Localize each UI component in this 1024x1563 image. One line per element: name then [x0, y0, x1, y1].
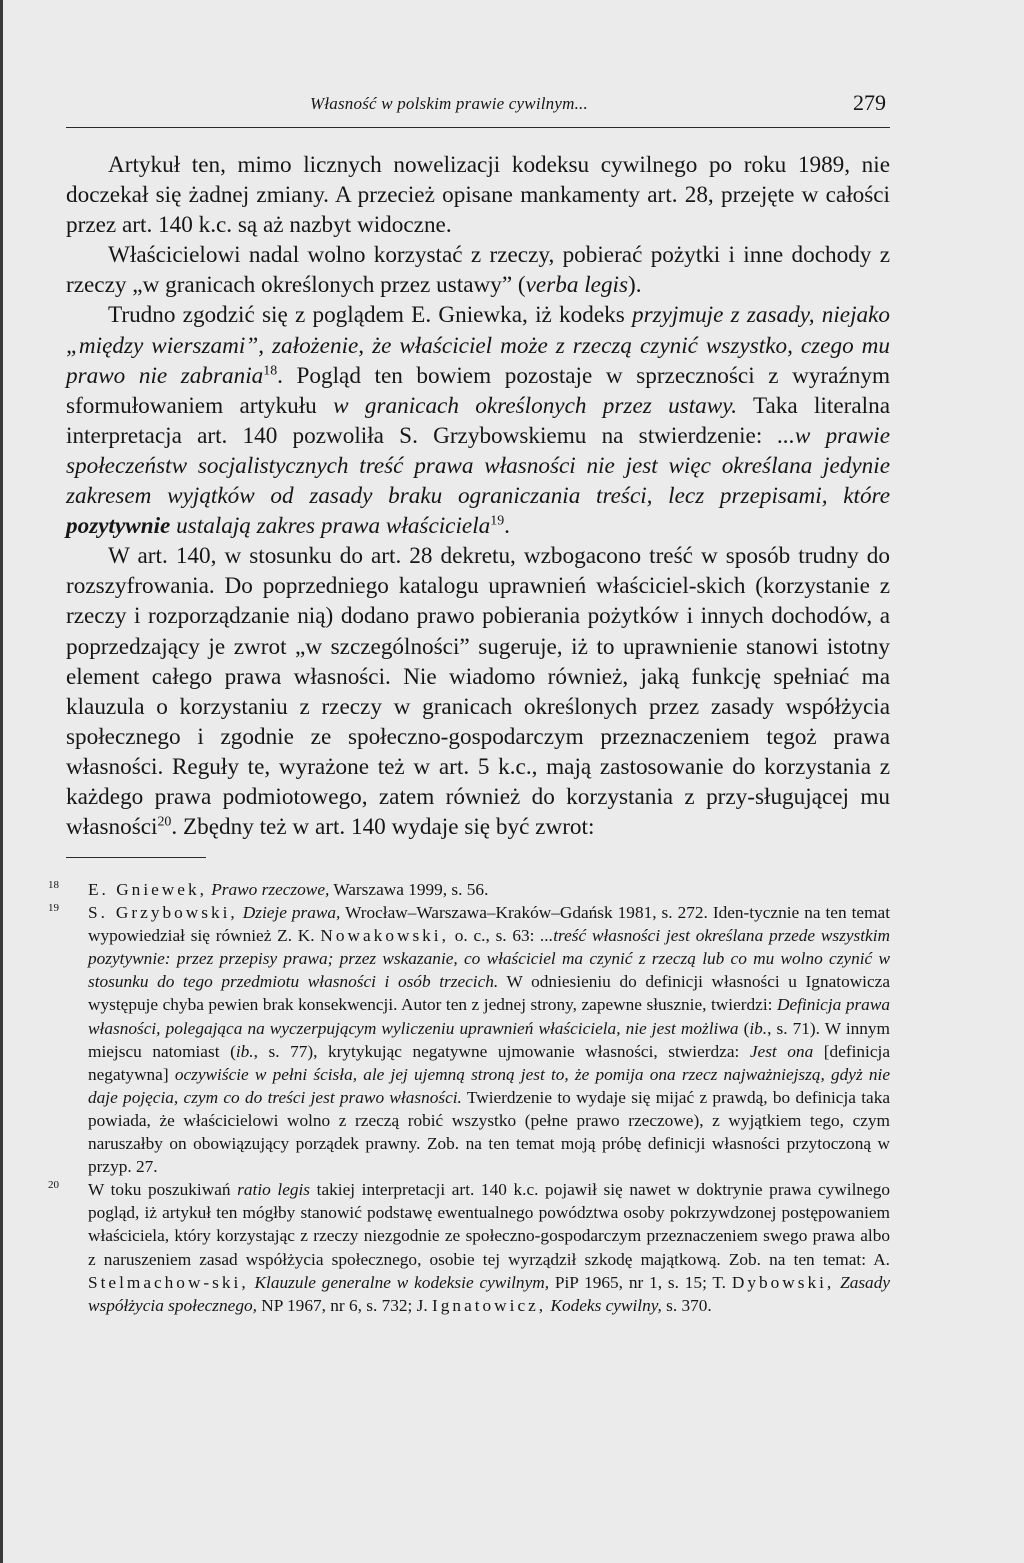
footnote-text: , s. 77), krytykując negatywne ujmowanie własności, stwierdza:	[253, 1041, 750, 1061]
ibidem: ib.	[749, 1018, 768, 1038]
page-number: 279	[853, 90, 886, 115]
paragraph-text: . Pogląd ten bowiem pozostaje w sprzeczności z wyraźnym sformułowaniem artykułu	[66, 362, 890, 419]
work-title: Kodeks cywilny,	[546, 1295, 662, 1315]
work-title: Zasady współżycia społecznego,	[88, 1272, 891, 1315]
italic-phrase: ratio legis	[237, 1180, 311, 1200]
footnote-text: Twierdzenie to wydaje się mijać z prawdą, bo definicja taka powiada, że właścicielowi wolno z rzeczą robić wszystko (pełne prawo rzeczowe), z wyjątkiem tego, czym naruszałby on obowiązujący porządek prawny. Zob. na ten temat moją próbę definicji własności przytoczoną w przyp. 27.	[88, 1087, 891, 1177]
running-title: Własność w polskim prawie cywilnym...	[310, 94, 588, 113]
footnote-ref[interactable]: 18	[263, 363, 278, 379]
italic-phrase: w granicach określonych przez ustawy.	[333, 392, 738, 419]
work-title: Prawo rzeczowe,	[211, 880, 330, 899]
footnote-text: takiej interpretacji art. 140 k.c. pojawił się nawet w doktrynie prawa cywilnego pogląd, iż artykuł ten mógłby stanowić podstawę ewentualnego powództwa osoby pokrzywdzonej postępowaniem właściciela, który korzystając z rzeczy niezgodnie ze społeczno-gospodarczym przeznaczeniem swego prawa albo z naruszeniem zasad współżycia społecznego, osobie tej wyrządził szkodę majątkową. Zob. na ten temat: A.	[88, 1180, 890, 1269]
paragraph-text: .	[504, 513, 510, 540]
paragraph	[66, 300, 890, 541]
paragraph	[66, 150, 890, 240]
footnote-mark: 20	[48, 1179, 59, 1192]
author-name: E. Gniewek,	[88, 880, 207, 899]
ibidem: ib.	[235, 1041, 254, 1061]
italic-phrase: verba legis	[525, 272, 629, 299]
footnote-text: o. c., s. 63:	[448, 926, 541, 946]
italic-quote: Definicja prawa własności, polegająca na wyczerpującym wyliczeniu uprawnień właściciela, nie jest możliwa	[88, 995, 890, 1038]
work-title: Klauzule generalne w kodeksie cywilnym,	[248, 1272, 550, 1292]
footnote-18	[48, 878, 890, 901]
paragraph-text: W art. 140, w stosunku do art. 28 dekretu, wzbogacono treść w sposób trudny do rozszyfrowania. Do poprzedniego katalogu uprawnień właściciel-skich (korzystanie z rzeczy i rozporządzanie nią) dodano prawo pobierania pożytków i innych dochodów, a poprzedzający je zwrot „w szczególności” sugeruje, iż to uprawnienie stanowi istotny element całego prawa własności. Nie wiadomo również, jaką funkcję spełniać ma klauzula o korzystaniu z rzeczy w granicach określonych przez zasady współżycia społecznego i zgodnie ze społeczno-gospodarczym przeznaczeniem tegoż prawa własności. Reguły te, wyrażone też w art. 5 k.c., mają zastosowanie do korzystania z każdego prawa podmiotowego, zatem również do korzystania z przy-sługującej mu własności	[66, 543, 890, 841]
running-header	[66, 92, 890, 124]
footnote-mark: 18	[48, 879, 59, 891]
paragraph-text: ).	[628, 272, 642, 299]
footnote-text: , s. 71). W innym miejscu natomiast (	[88, 1018, 890, 1061]
footnote-text: NP 1967, nr 6, s. 732; J.	[256, 1295, 433, 1315]
footnotes	[48, 878, 891, 1317]
bold-italic-word: pozytywnie	[66, 513, 171, 540]
work-title: Dzieje prawa,	[242, 903, 341, 923]
author-name: Stelmachow-ski,	[88, 1272, 249, 1292]
paragraph-text: Trudno zgodzić się z poglądem E. Gniewka, iż kodeks	[108, 302, 632, 329]
italic-quote: ...w prawie społeczeństw socjalistycznych treść prawa własności nie jest więc określana jedynie zakresem wyjątków od zasady braku ograniczania treści, lecz przepisami, które	[66, 422, 890, 510]
paragraph	[66, 240, 890, 300]
footnote-text: PiP 1965, nr 1, s. 15; T.	[549, 1272, 732, 1292]
footnote-ref[interactable]: 20	[157, 814, 172, 830]
author-name: Dybowski,	[731, 1272, 835, 1292]
footnote-rule	[66, 857, 206, 858]
author-name: S. Grzybowski,	[88, 903, 238, 923]
paragraph-text: Właścicielowi nadal wolno korzystać z rzeczy, pobierać pożytki i inne dochody z rzeczy „w granicach określonych przez ustawy” (	[66, 242, 890, 299]
footnote-19	[48, 901, 891, 1178]
paragraph-text: Taka literalna interpretacja art. 140 pozwoliła S. Grzybowskiemu na stwierdzenie:	[66, 392, 891, 449]
author-name: Nowakowski,	[320, 926, 449, 946]
paragraph	[66, 541, 890, 842]
footnote-text: Wrocław–Warszawa–Kraków–Gdańsk 1981, s. 272. Iden-tycznie na ten temat wypowiedział się również Z. K.	[88, 903, 890, 946]
footnote-text: (	[738, 1018, 750, 1038]
paragraph-text: . Zbędny też w art. 140 wydaje się być zwrot:	[171, 814, 595, 841]
paragraph-text: Artykuł ten, mimo licznych nowelizacji kodeksu cywilnego po roku 1989, nie doczekał się żadnej zmiany. A przecież opisane mankamenty art. 28, przejęte w całości przez art. 140 k.c. są aż nazbyt widoczne.	[66, 152, 890, 239]
footnote-text: Warszawa 1999, s. 56.	[329, 880, 489, 899]
footnote-mark: 19	[48, 902, 59, 915]
italic-quote: ustalają zakres prawa właściciela	[170, 513, 491, 540]
footnote-text: [definicja negatywna]	[88, 1041, 890, 1084]
footnote-text: s. 370.	[661, 1295, 712, 1315]
scan-edge	[0, 0, 3, 1563]
main-text	[66, 150, 890, 842]
italic-quote: Jest ona	[749, 1041, 814, 1061]
footnote-20	[48, 1178, 891, 1317]
italic-quote: oczywiście w pełni ścisła, ale jej ujemną stroną jest to, że pomija ona rzecz najważniejszą, gdyż nie daje pojęcia, czym co do treści jest prawo własności.	[88, 1064, 890, 1107]
header-rule	[66, 127, 890, 128]
footnote-ref[interactable]: 19	[490, 513, 505, 529]
italic-quote: przyjmuje z zasady, niejako „między wierszami”, założenie, że właściciel może z rzeczą czynić wszystko, czego mu prawo nie zabrania	[66, 302, 891, 389]
author-name: Ignatowicz,	[432, 1295, 547, 1315]
italic-quote: ...treść własności jest określana przede wszystkim pozytywnie: przez przepisy prawa; przez wskazanie, co właściciel ma czynić z rzeczą lub co mu wolno czynić w stosunku do tego przedmiotu własności i osób trzecich.	[88, 926, 890, 992]
footnote-text: W toku poszukiwań	[88, 1180, 238, 1200]
footnote-text: W odniesieniu do definicji własności u Ignatowicza występuje chyba pewien brak konsekwencji. Autor ten z jednej strony, zapewne słusznie, twierdzi:	[88, 972, 890, 1015]
